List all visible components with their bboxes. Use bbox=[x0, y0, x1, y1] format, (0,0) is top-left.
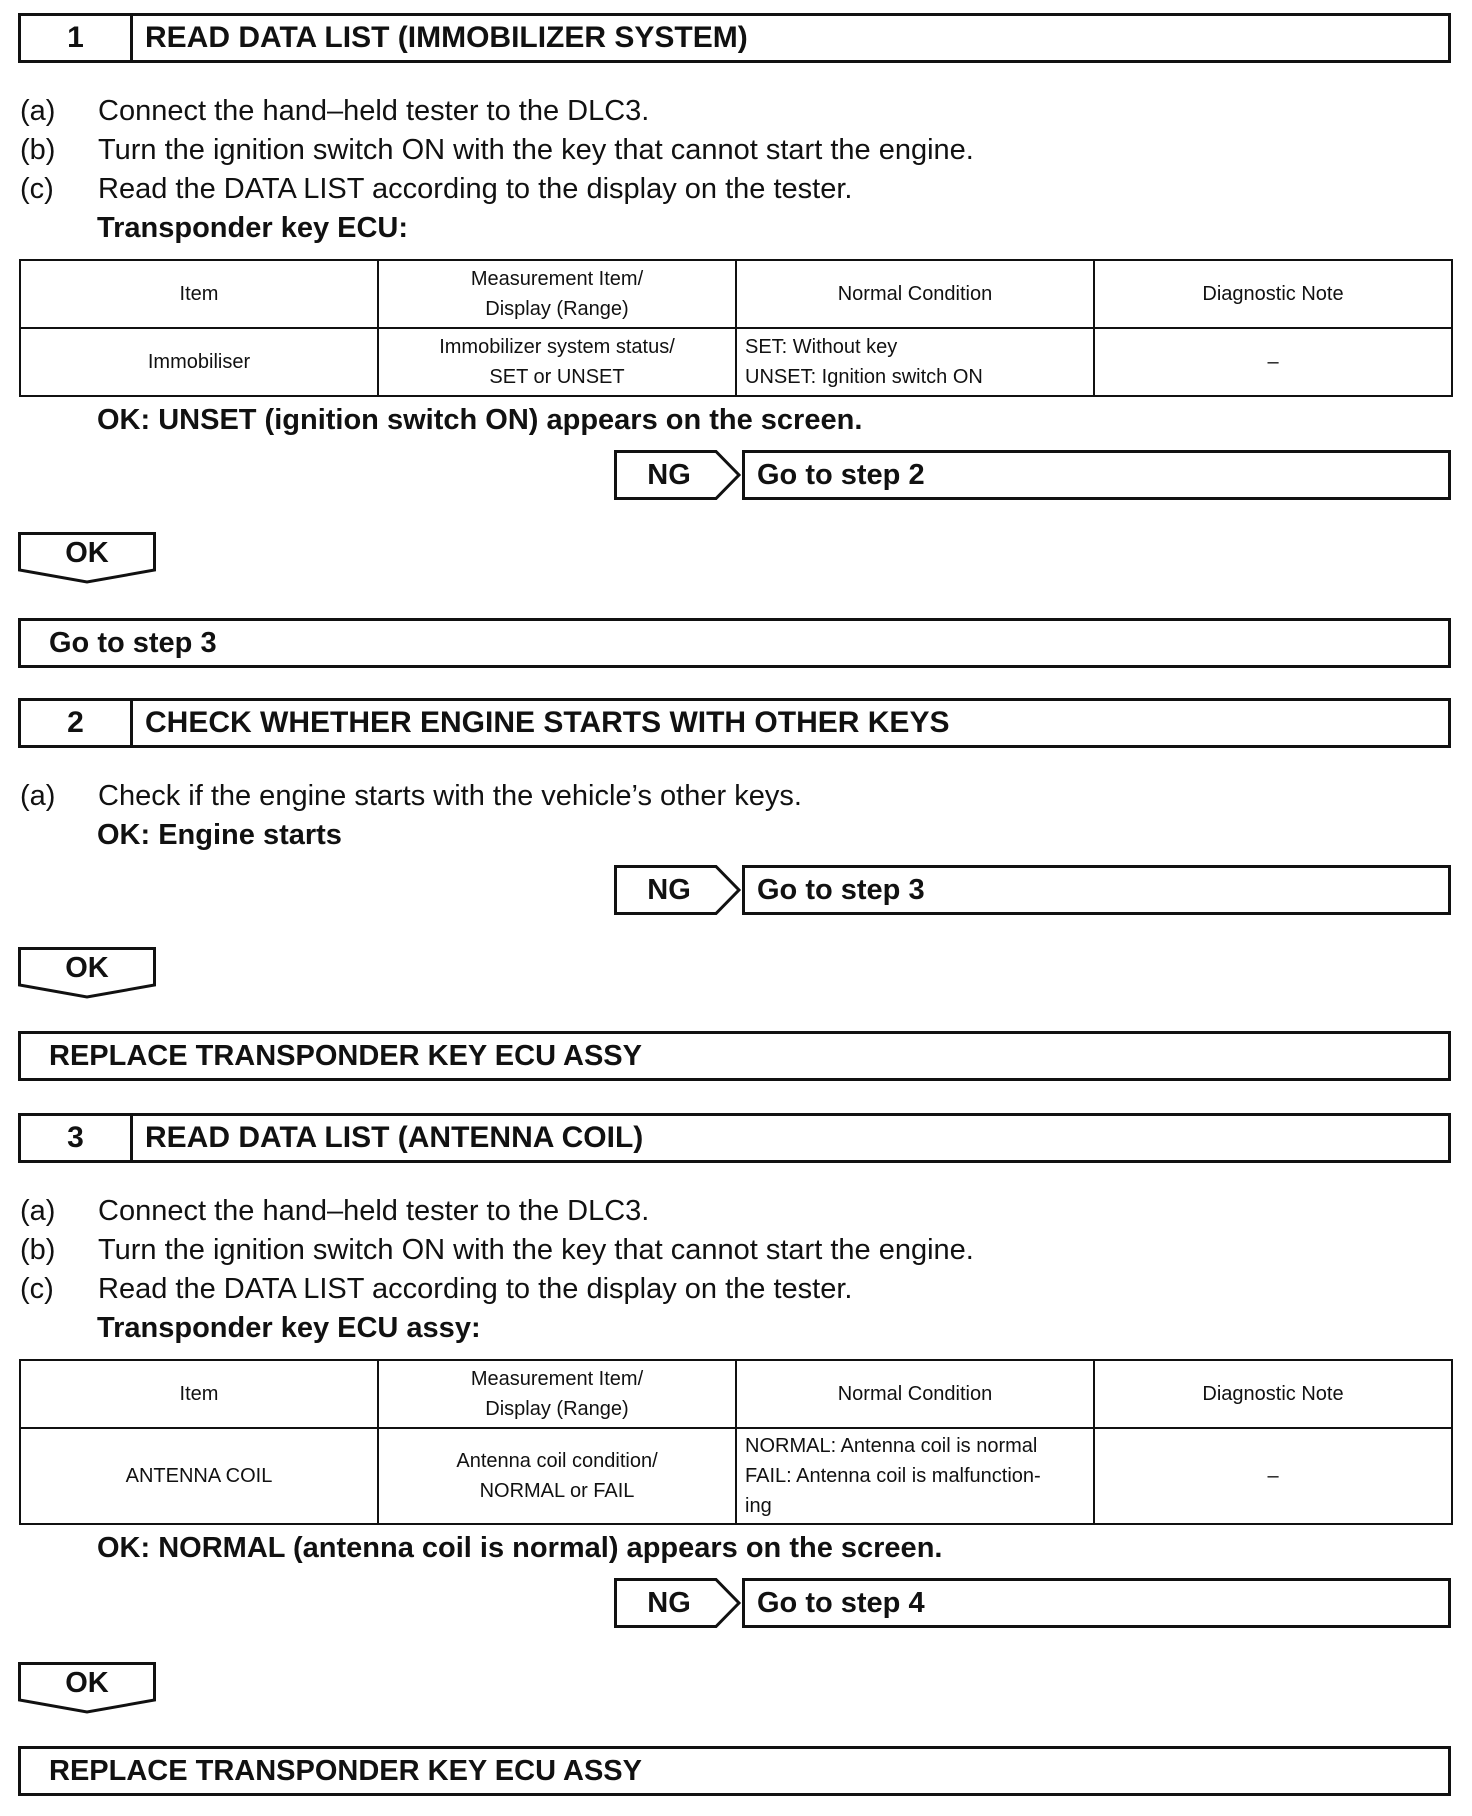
header-item: Item bbox=[20, 1360, 378, 1428]
step-title: READ DATA LIST (IMMOBILIZER SYSTEM) bbox=[145, 21, 748, 54]
ng-label: NG bbox=[647, 458, 691, 491]
instruction-text: Turn the ignition switch ON with the key that cannot start the engine. bbox=[98, 1234, 974, 1266]
ng-label: NG bbox=[647, 1586, 691, 1619]
header-diagnostic-note: Diagnostic Note bbox=[1094, 1360, 1452, 1428]
header-normal-condition: Normal Condition bbox=[736, 1360, 1094, 1428]
ok-condition: OK: NORMAL (antenna coil is normal) appears on the screen. bbox=[97, 1532, 943, 1564]
cell-measurement: Antenna coil condition/ NORMAL or FAIL bbox=[378, 1428, 736, 1524]
table-header-row bbox=[20, 1360, 1452, 1428]
ng-target-link[interactable]: Go to step 3 bbox=[742, 865, 1451, 915]
step-1-header bbox=[18, 13, 1451, 63]
ok-condition: OK: Engine starts bbox=[97, 819, 342, 851]
instruction-label: (b) bbox=[20, 1234, 56, 1266]
ng-branch bbox=[614, 1578, 1451, 1628]
instruction-label: (a) bbox=[20, 1195, 56, 1227]
table-subheading: Transponder key ECU assy: bbox=[97, 1312, 481, 1344]
cell-normal-condition: NORMAL: Antenna coil is normal FAIL: Antenna coil is malfunction- ing bbox=[736, 1428, 1094, 1524]
data-list-table bbox=[19, 259, 1453, 397]
instruction-label: (c) bbox=[20, 173, 54, 205]
cell-diagnostic-note: – bbox=[1094, 1428, 1452, 1524]
ok-branch bbox=[18, 1662, 156, 1714]
instruction-text: Connect the hand–held tester to the DLC3. bbox=[98, 1195, 650, 1227]
cell-normal-condition: SET: Without key UNSET: Ignition switch ON bbox=[736, 328, 1094, 396]
ok-result-link[interactable]: REPLACE TRANSPONDER KEY ECU ASSY bbox=[18, 1031, 1451, 1081]
instruction-text: Read the DATA LIST according to the display on the tester. bbox=[98, 1273, 853, 1305]
instruction-text: Turn the ignition switch ON with the key that cannot start the engine. bbox=[98, 134, 974, 166]
cell-item: ANTENNA COIL bbox=[20, 1428, 378, 1524]
cell-diagnostic-note: – bbox=[1094, 328, 1452, 396]
instruction-label: (a) bbox=[20, 780, 56, 812]
instruction-label: (a) bbox=[20, 95, 56, 127]
ng-target-link[interactable]: Go to step 2 bbox=[742, 450, 1451, 500]
ng-branch bbox=[614, 450, 1451, 500]
cell-item: Immobiliser bbox=[20, 328, 378, 396]
cell-measurement: Immobilizer system status/ SET or UNSET bbox=[378, 328, 736, 396]
header-item: Item bbox=[20, 260, 378, 328]
header-measurement: Measurement Item/ Display (Range) bbox=[378, 260, 736, 328]
step-2-header bbox=[18, 698, 1451, 748]
ok-branch bbox=[18, 532, 156, 584]
ok-condition: OK: UNSET (ignition switch ON) appears on the screen. bbox=[97, 404, 863, 436]
step-title: READ DATA LIST (ANTENNA COIL) bbox=[145, 1121, 644, 1154]
ok-label: OK bbox=[65, 1666, 109, 1699]
step-number: 3 bbox=[21, 1116, 133, 1160]
instruction-label: (b) bbox=[20, 134, 56, 166]
instruction-text: Check if the engine starts with the vehicle’s other keys. bbox=[98, 780, 802, 812]
ok-label: OK bbox=[65, 536, 109, 569]
data-list-table bbox=[19, 1359, 1453, 1525]
step-title: CHECK WHETHER ENGINE STARTS WITH OTHER KEYS bbox=[145, 706, 950, 739]
ok-result-link[interactable]: REPLACE TRANSPONDER KEY ECU ASSY bbox=[18, 1746, 1451, 1796]
ok-label: OK bbox=[65, 951, 109, 984]
header-diagnostic-note: Diagnostic Note bbox=[1094, 260, 1452, 328]
instruction-text: Read the DATA LIST according to the display on the tester. bbox=[98, 173, 853, 205]
ok-branch bbox=[18, 947, 156, 999]
ng-label: NG bbox=[647, 873, 691, 906]
ng-branch bbox=[614, 865, 1451, 915]
table-row bbox=[20, 1428, 1452, 1524]
table-row bbox=[20, 328, 1452, 396]
header-normal-condition: Normal Condition bbox=[736, 260, 1094, 328]
step-3-header bbox=[18, 1113, 1451, 1163]
instruction-label: (c) bbox=[20, 1273, 54, 1305]
header-measurement: Measurement Item/ Display (Range) bbox=[378, 1360, 736, 1428]
ok-result-link[interactable]: Go to step 3 bbox=[18, 618, 1451, 668]
table-header-row bbox=[20, 260, 1452, 328]
instruction-text: Connect the hand–held tester to the DLC3. bbox=[98, 95, 650, 127]
step-number: 2 bbox=[21, 701, 133, 745]
step-number: 1 bbox=[21, 16, 133, 60]
ng-target-link[interactable]: Go to step 4 bbox=[742, 1578, 1451, 1628]
table-subheading: Transponder key ECU: bbox=[97, 212, 409, 244]
